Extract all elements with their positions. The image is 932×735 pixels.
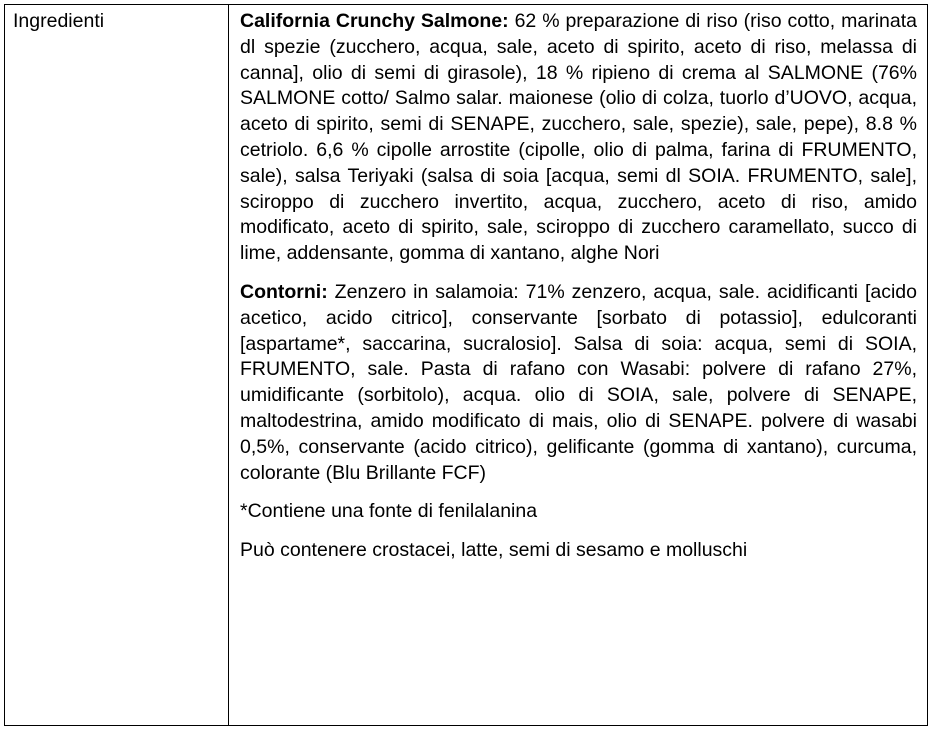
sides-ingredients-paragraph	[240, 280, 917, 486]
ingredients-table	[4, 4, 928, 726]
sides-heading: Contorni:	[240, 280, 328, 303]
salmon-heading: California Crunchy Salmone:	[240, 10, 509, 32]
label-cell	[5, 5, 229, 725]
allergen-note: Può contenere crostacei, latte, semi di sesamo e molluschi	[240, 539, 748, 562]
salmon-text: 62 % preparazione di riso (riso cotto, marinata dl spezie (zucchero, acqua, sale, aceto di spirito, aceto di riso, melassa di canna], olio di semi di girasole), 18 % ripieno di crema al SALMONE (76% SALMONE cotto/ Salmo salar. maionese (olio di colza, tuorlo d’UOVO, acqua, aceto di spirito, semi di SENAPE, zucchero, sale, spezie), sale, pepe), 8.8 % cetriolo. 6,6 % cipolle arrostite (cipolle, olio di palma, farina di FRUMENTO, sale), salsa Teriyaki (salsa di soia [acqua, semi dl SOIA. FRUMENTO, sale], sciroppo di zucchero invertito, acqua, zucchero, aceto di riso, amido modificato, aceto di spirito, sale, sciroppo di zucchero caramellato, succo di lime, addensante, gomma di xantano, alghe Nori	[240, 10, 917, 265]
sides-text: Zenzero in salamoia: 71% zenzero, acqua, sale. acidificanti [acido acetico, acido citrico], conservante [sorbato di potassio], edulcoranti [aspartame*, saccarina, sucralosio]. Salsa di soia: acqua, semi di SOIA, FRUMENTO, sale. Pasta di rafano con Wasabi: polvere di rafano 27%, umidificante (sorbitolo), acqua. olio di SOIA, sale, polvere di SENAPE, maltodestrina, amido modificato di mais, olio di SENAPE. polvere di wasabi 0,5%, conservante (acido citrico), gelificante (gomma di xantano), curcuma, colorante (Blu Brillante FCF)	[240, 280, 917, 484]
footnote: *Contiene una fonte di fenilalanina	[240, 500, 538, 523]
content-cell	[229, 5, 927, 725]
ingredients-label: Ingredienti	[13, 10, 105, 32]
salmon-ingredients-paragraph	[240, 9, 917, 267]
